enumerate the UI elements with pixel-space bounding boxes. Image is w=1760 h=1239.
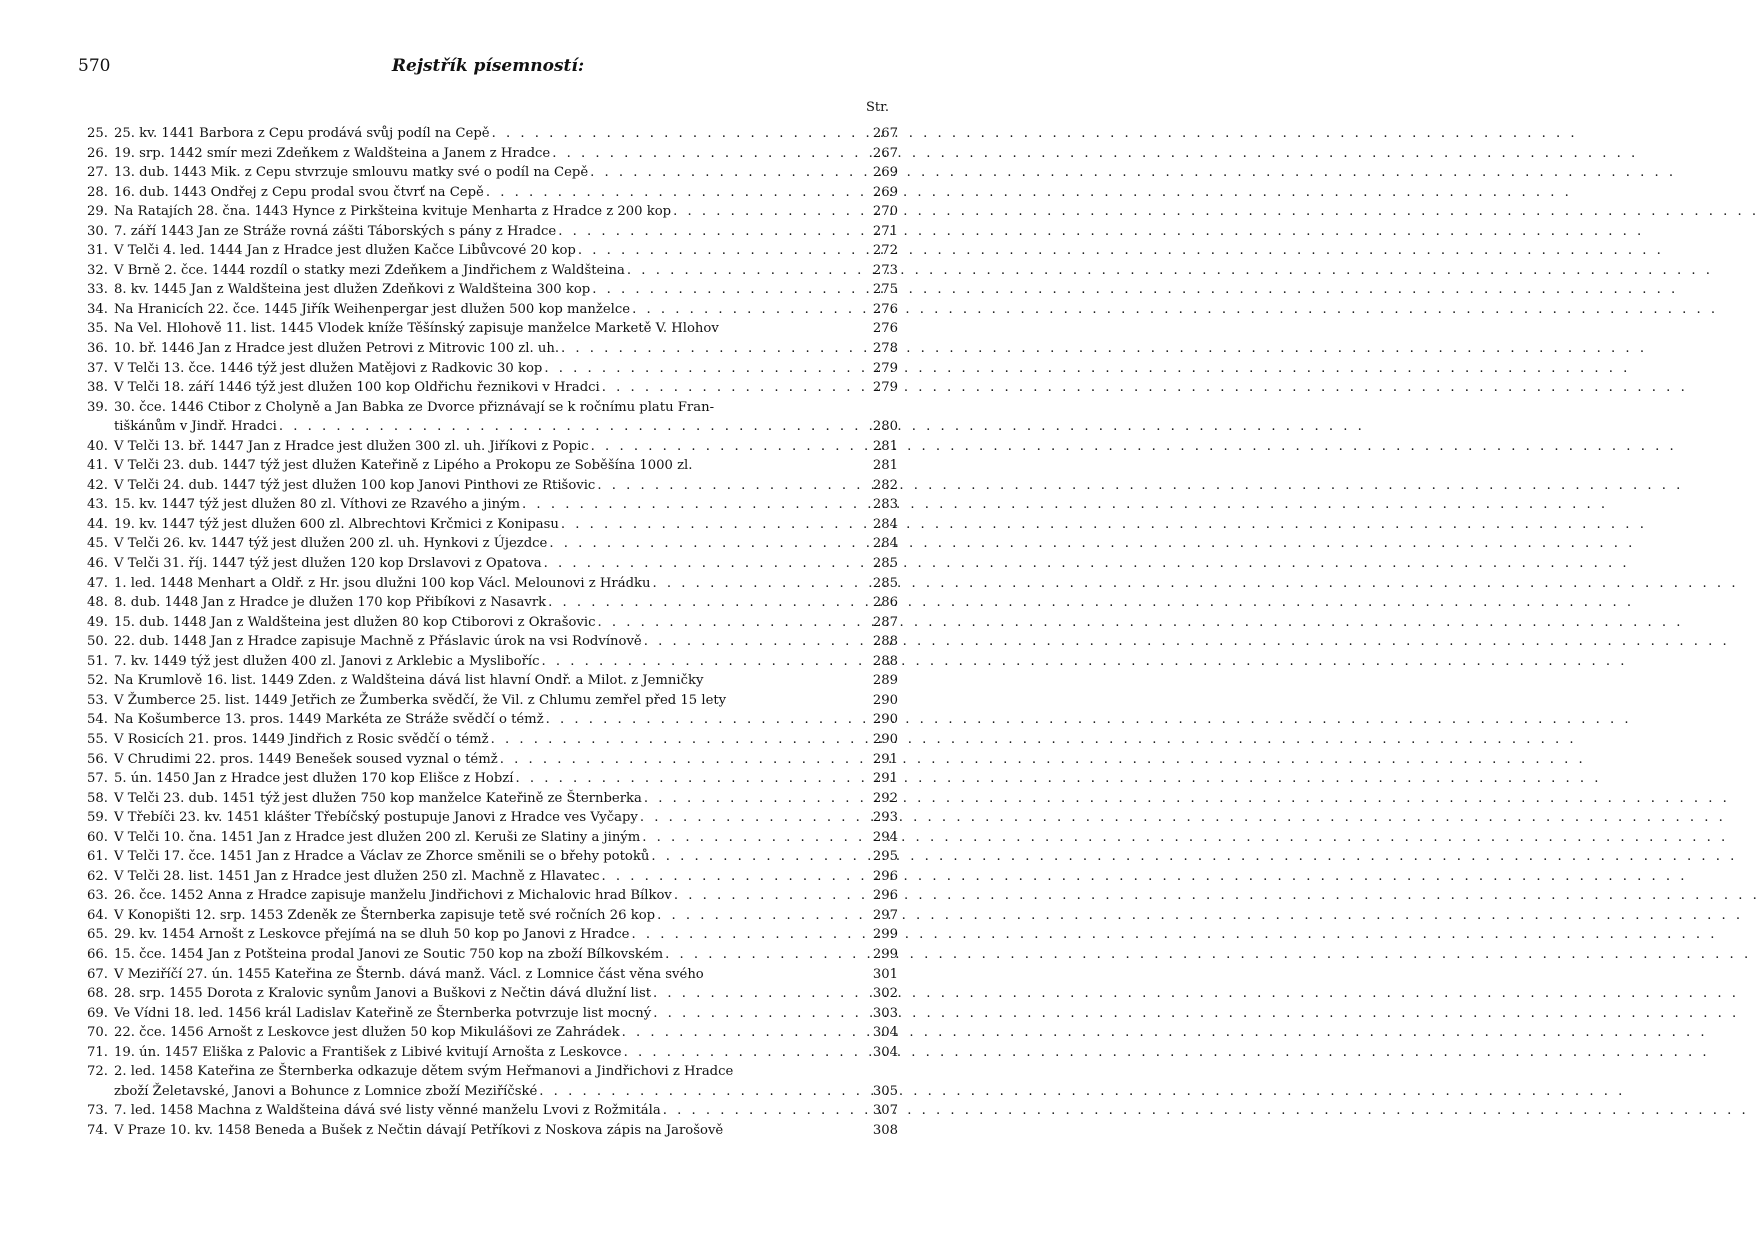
entry-text: 5. ún. 1450 Jan z Hradce jest dlužen 170 kop Elišce z Hobzí: [114, 771, 514, 787]
dot-leader: [653, 1004, 864, 1024]
entry-page-number: 267: [872, 126, 898, 141]
entry-text: 15. dub. 1448 Jan z Waldšteina jest dlužen 80 kop Ctiborovi z Okrašovic: [114, 614, 596, 630]
dot-leader: [663, 1101, 864, 1121]
document-index: [78, 124, 898, 1140]
index-entry: [78, 202, 898, 222]
entry-number: 25.: [87, 126, 108, 141]
index-entry: [78, 945, 898, 965]
index-entry: [78, 300, 898, 320]
entry-number: 52.: [87, 673, 108, 689]
entry-page-number: 294: [872, 829, 898, 845]
entry-number: 49.: [87, 614, 108, 630]
entry-number: 67.: [87, 966, 108, 982]
dot-leader: [653, 574, 864, 594]
entry-text: 7. led. 1458 Machna z Waldšteina dává své listy věnné manželu Lvovi z Rožmitála: [114, 1103, 661, 1119]
entry-page-number: 290: [872, 692, 898, 708]
entry-text: 13. dub. 1443 Mik. z Cepu stvrzuje smlouvu matky své o podíl na Cepě: [114, 165, 589, 181]
entry-text: 2. led. 1458 Kateřina ze Šternberka odkazuje dětem svým Heřmanovi a Jindřichovi z Hradce: [114, 1064, 734, 1080]
index-entry: [78, 730, 898, 750]
entry-number: 59.: [87, 810, 108, 826]
entry-number: 57.: [87, 771, 108, 787]
dot-leader: [515, 769, 864, 789]
entry-page-number: 297: [872, 907, 898, 923]
entry-text: 15. čce. 1454 Jan z Potšteina prodal Janovi ze Soutic 750 kop na zboží Bílkovském: [114, 946, 664, 962]
entry-text: 1. led. 1448 Menhart a Oldř. z Hr. jsou dlužni 100 kop Václ. Melounovi z Hrádku: [114, 575, 651, 591]
entry-page-number: 291: [872, 771, 898, 787]
entry-number: 38.: [87, 380, 108, 396]
dot-leader: [561, 515, 864, 535]
entry-text: Na Vel. Hlohově 11. list. 1445 Vlodek kníže Těšínský zapisuje manželce Marketě V. Hlohov: [114, 321, 719, 337]
index-entry: [78, 1062, 898, 1101]
entry-number: 36.: [87, 341, 108, 357]
entry-number: 27.: [87, 165, 108, 181]
entry-number: 31.: [87, 243, 108, 259]
entry-page-number: 289: [872, 673, 898, 689]
dot-leader: [500, 750, 864, 770]
dot-leader: [622, 1023, 864, 1043]
entry-page-number: 281: [872, 458, 898, 474]
index-entry: [78, 769, 898, 789]
index-entry: [78, 398, 898, 437]
index-entry: [78, 691, 898, 711]
entry-page-number: 280: [872, 419, 898, 435]
entry-text: V Chrudimi 22. pros. 1449 Benešek soused vyznal o témž: [114, 751, 498, 767]
dot-leader: [542, 652, 865, 672]
entry-page-number: 302: [872, 986, 898, 1002]
entry-text: 22. dub. 1448 Jan z Hradce zapisuje Machně z Přáslavic úrok na vsi Rodvínově: [114, 634, 642, 650]
entry-text-continuation: zboží Želetavské, Janovi a Bohunce z Lomnice zboží Meziříčské: [114, 1083, 538, 1099]
entry-number: 35.: [87, 321, 108, 337]
index-entry: [78, 534, 898, 554]
entry-number: 33.: [87, 282, 108, 298]
dot-leader: [544, 554, 864, 574]
dot-leader: [548, 593, 864, 613]
entry-page-number: 285: [872, 575, 898, 591]
entry-page-number: 291: [872, 751, 898, 767]
entry-number: 51.: [87, 653, 108, 669]
entry-number: 46.: [87, 556, 108, 572]
entry-text: V Telči 28. list. 1451 Jan z Hradce jest dlužen 250 zl. Machně z Hlavatec: [114, 868, 600, 884]
index-entry: [78, 847, 898, 867]
entry-page-number: 301: [872, 966, 898, 982]
entry-text: V Telči 24. dub. 1447 týž jest dlužen 100 kop Janovi Pinthovi ze Rtišovic: [114, 477, 596, 493]
dot-leader: [561, 339, 864, 359]
entry-page-number: 276: [872, 321, 898, 337]
page-number: 570: [78, 56, 111, 76]
index-entry: [78, 886, 898, 906]
entry-number: 69.: [87, 1005, 108, 1021]
index-entry: [78, 632, 898, 652]
entry-number: 54.: [87, 712, 108, 728]
entry-page-number: 279: [872, 360, 898, 376]
entry-number: 68.: [87, 986, 108, 1002]
dot-leader: [657, 906, 864, 926]
entry-page-number: 288: [872, 634, 898, 650]
entry-page-number: 285: [872, 556, 898, 572]
entry-number: 66.: [87, 946, 108, 962]
entry-text: V Meziříčí 27. ún. 1455 Kateřina ze Šternb. dává manž. Václ. z Lomnice část věna svého: [114, 966, 704, 982]
entry-page-number: 269: [872, 184, 898, 200]
entry-number: 50.: [87, 634, 108, 650]
entry-number: 42.: [87, 477, 108, 493]
entry-text: V Telči 4. led. 1444 Jan z Hradce jest dlužen Kačce Libůvcové 20 kop: [114, 243, 576, 259]
entry-number: 62.: [87, 868, 108, 884]
entry-page-number: 304: [872, 1044, 898, 1060]
entry-page-number: 271: [872, 223, 898, 239]
entry-page-number: 287: [872, 614, 898, 630]
entry-text: 8. kv. 1445 Jan z Waldšteina jest dlužen Zdeňkovi z Waldšteina 300 kop: [114, 282, 591, 298]
index-entry: [78, 261, 898, 281]
entry-page-number: 292: [872, 790, 898, 806]
entry-text: 15. kv. 1447 týž jest dlužen 80 zl. Víthovi ze Rzavého a jiným: [114, 497, 521, 513]
index-entry: [78, 437, 898, 457]
entry-text: 30. čce. 1446 Ctibor z Cholyně a Jan Babka ze Dvorce přiznávají se k ročnímu platu Fran-: [114, 399, 715, 415]
entry-text: Na Hranicích 22. čce. 1445 Jiřík Weihenpergar jest dlužen 500 kop manželce: [114, 301, 631, 317]
index-entry: [78, 574, 898, 594]
entry-number: 30.: [87, 223, 108, 239]
entry-page-number: 267: [872, 145, 898, 161]
index-entry: [78, 1043, 898, 1063]
index-entry: [78, 750, 898, 770]
dot-leader: [627, 261, 864, 281]
dot-leader: [653, 984, 864, 1004]
entry-page-number: 283: [872, 497, 898, 513]
entry-text: V Třebíči 23. kv. 1451 klášter Třebíčský postupuje Janovi z Hradce ves Vyčapy: [114, 810, 638, 826]
entry-number: 29.: [87, 204, 108, 220]
entry-text: V Brně 2. čce. 1444 rozdíl o statky mezi Zdeňkem a Jindřichem z Waldšteina: [114, 262, 625, 278]
entry-text: 7. září 1443 Jan ze Stráže rovná zášti Táborských s pány z Hradce: [114, 223, 557, 239]
entry-number: 53.: [87, 692, 108, 708]
entry-number: 63.: [87, 888, 108, 904]
index-entry: [78, 515, 898, 535]
dot-leader: [624, 1043, 864, 1063]
entry-text: 7. kv. 1449 týž jest dlužen 400 zl. Janovi z Arklebic a Mysliboříc: [114, 653, 540, 669]
dot-leader: [558, 222, 864, 242]
entry-text-continuation: tiškánům v Jindř. Hradci: [114, 419, 277, 435]
index-entry: [78, 319, 898, 339]
entry-page-number: 272: [872, 243, 898, 259]
dot-leader: [673, 202, 864, 222]
dot-leader: [651, 847, 864, 867]
dot-leader: [644, 789, 864, 809]
entry-text: V Telči 26. kv. 1447 týž jest dlužen 200 zl. uh. Hynkovi z Újezdce: [114, 536, 548, 552]
entry-text: V Telči 23. dub. 1447 týž jest dlužen Kateřině z Lipého a Prokopu ze Soběšína 1000 zl.: [114, 458, 693, 474]
entry-text: V Telči 13. čce. 1446 týž jest dlužen Matějovi z Radkovic 30 kop: [114, 360, 543, 376]
entry-text: 26. čce. 1452 Anna z Hradce zapisuje manželu Jindřichovi z Michalovic hrad Bílkov: [114, 888, 672, 904]
index-entry: [78, 593, 898, 613]
index-entry: [78, 144, 898, 164]
index-entry: [78, 163, 898, 183]
entry-page-number: 299: [872, 946, 898, 962]
entry-page-number: 273: [872, 262, 898, 278]
entry-text: V Telči 10. čna. 1451 Jan z Hradce jest dlužen 200 zl. Keruši ze Slatiny a jiným: [114, 829, 641, 845]
entry-text: 19. kv. 1447 týž jest dlužen 600 zl. Albrechtovi Krčmici z Konipasu: [114, 516, 559, 532]
entry-number: 32.: [87, 262, 108, 278]
running-title: Rejstřík písemností:: [391, 56, 585, 76]
entry-number: 45.: [87, 536, 108, 552]
dot-leader: [601, 867, 864, 887]
entry-number: 58.: [87, 790, 108, 806]
entry-number: 60.: [87, 829, 108, 845]
entry-page-number: 282: [872, 477, 898, 493]
entry-page-number: 296: [872, 868, 898, 884]
entry-text: 25. kv. 1441 Barbora z Cepu prodává svůj podíl na Cepě: [114, 126, 490, 141]
index-entry: [78, 456, 898, 476]
dot-leader: [597, 476, 864, 496]
entry-text: Na Krumlově 16. list. 1449 Zden. z Waldšteina dává list hlavní Ondř. a Milot. z Jemničky: [114, 673, 704, 689]
entry-text: V Telči 23. dub. 1451 týž jest dlužen 750 kop manželce Kateřině ze Šternberka: [114, 790, 642, 806]
entry-text: V Telči 31. říj. 1447 týž jest dlužen 120 kop Drslavovi z Opatova: [114, 556, 542, 572]
dot-leader: [552, 144, 864, 164]
entry-text: 16. dub. 1443 Ondřej z Cepu prodal svou čtvrť na Cepě: [114, 184, 484, 200]
entry-page-number: 290: [872, 712, 898, 728]
entry-page-number: 276: [872, 301, 898, 317]
entry-text: Na Ratajích 28. čna. 1443 Hynce z Pirkšteina kvituje Menharta z Hradce z 200 kop: [114, 204, 672, 220]
entry-text: V Praze 10. kv. 1458 Beneda a Bušek z Nečtin dávají Petříkovi z Noskova zápis na Jarošově: [114, 1122, 724, 1138]
entry-page-number: 308: [872, 1122, 898, 1138]
dot-leader: [544, 359, 864, 379]
entry-text: Na Košumberce 13. pros. 1449 Markéta ze Stráže svědčí o témž: [114, 712, 544, 728]
dot-leader: [602, 378, 864, 398]
entry-page-number: 307: [872, 1103, 898, 1119]
entry-page-number: 284: [872, 516, 898, 532]
dot-leader: [597, 613, 864, 633]
dot-leader: [644, 632, 864, 652]
entry-number: 56.: [87, 751, 108, 767]
entry-number: 40.: [87, 438, 108, 454]
index-entry: [78, 222, 898, 242]
entry-number: 43.: [87, 497, 108, 513]
index-entry: [78, 925, 898, 945]
entry-number: 72.: [87, 1064, 108, 1080]
dot-leader: [491, 730, 864, 750]
dot-leader: [539, 1082, 864, 1102]
entry-page-number: 270: [872, 204, 898, 220]
index-entry: [78, 554, 898, 574]
entry-text: V Rosicích 21. pros. 1449 Jindřich z Rosic svědčí o témž: [114, 731, 489, 747]
index-entry: [78, 808, 898, 828]
entry-number: 48.: [87, 595, 108, 611]
entry-page-number: 281: [872, 438, 898, 454]
entry-page-number: 295: [872, 849, 898, 865]
index-entry: [78, 906, 898, 926]
entry-text: Ve Vídni 18. led. 1456 král Ladislav Kateřině ze Šternberka potvrzuje list mocný: [114, 1005, 652, 1021]
entry-number: 44.: [87, 516, 108, 532]
entry-page-number: 303: [872, 1005, 898, 1021]
entry-text: V Žumberce 25. list. 1449 Jetřich ze Žumberka svědčí, že Vil. z Chlumu zemřel před 15 lety: [114, 692, 727, 708]
dot-leader: [522, 495, 864, 515]
dot-leader: [632, 300, 864, 320]
index-entry: [78, 280, 898, 300]
dot-leader: [674, 886, 864, 906]
entry-number: 74.: [87, 1122, 108, 1138]
index-entry: [78, 828, 898, 848]
entry-page-number: 275: [872, 282, 898, 298]
dot-leader: [279, 417, 864, 437]
entry-number: 61.: [87, 849, 108, 865]
entry-number: 64.: [87, 907, 108, 923]
entry-text: V Telči 13. bř. 1447 Jan z Hradce jest dlužen 300 zl. uh. Jiříkovi z Popic: [114, 438, 589, 454]
index-entry: [78, 1023, 898, 1043]
entry-text: 10. bř. 1446 Jan z Hradce jest dlužen Petrovi z Mitrovic 100 zl. uh.: [114, 341, 560, 357]
entry-number: 28.: [87, 184, 108, 200]
entry-page-number: 290: [872, 731, 898, 747]
dot-leader: [631, 925, 864, 945]
index-entry: [78, 495, 898, 515]
dot-leader: [546, 710, 864, 730]
entry-page-number: 279: [872, 380, 898, 396]
index-entry: [78, 1101, 898, 1121]
entry-text: 19. ún. 1457 Eliška z Palovic a František z Libivé kvitují Arnošta z Leskovce: [114, 1044, 622, 1060]
index-entry: [78, 671, 898, 691]
entry-page-number: 284: [872, 536, 898, 552]
entry-text: V Telči 18. září 1446 týž jest dlužen 100 kop Oldřichu řeznikovi v Hradci: [114, 380, 600, 396]
index-entry: [78, 359, 898, 379]
entry-page-number: 286: [872, 595, 898, 611]
index-entry: [78, 339, 898, 359]
entry-number: 73.: [87, 1103, 108, 1119]
index-entry: [78, 241, 898, 261]
entry-number: 65.: [87, 927, 108, 943]
entry-text: 29. kv. 1454 Arnošt z Leskovce přejímá na se dluh 50 kop po Janovi z Hradce: [114, 927, 630, 943]
entry-number: 55.: [87, 731, 108, 747]
entry-number: 26.: [87, 145, 108, 161]
dot-leader: [642, 828, 864, 848]
entry-number: 39.: [87, 399, 108, 415]
index-entry: [78, 867, 898, 887]
entry-page-number: 299: [872, 927, 898, 943]
dot-leader: [486, 183, 864, 203]
dot-leader: [492, 124, 864, 144]
entry-number: 70.: [87, 1025, 108, 1041]
index-entry: [78, 1004, 898, 1024]
index-entry: [78, 183, 898, 203]
index-entry: [78, 378, 898, 398]
entry-number: 34.: [87, 301, 108, 317]
entry-page-number: 296: [872, 888, 898, 904]
entry-page-number: 288: [872, 653, 898, 669]
entry-text: 8. dub. 1448 Jan z Hradce je dlužen 170 kop Přibíkovi z Nasavrk: [114, 595, 547, 611]
index-entry: [78, 965, 898, 985]
index-entry: [78, 476, 898, 496]
dot-leader: [549, 534, 864, 554]
index-entry: [78, 652, 898, 672]
dot-leader: [578, 241, 864, 261]
entry-number: 37.: [87, 360, 108, 376]
dot-leader: [591, 437, 864, 457]
entry-page-number: 304: [872, 1025, 898, 1041]
index-entry: [78, 124, 898, 144]
entry-page-number: 278: [872, 341, 898, 357]
entry-text: V Telči 17. čce. 1451 Jan z Hradce a Václav ze Zhorce směnili se o břehy potoků: [114, 849, 650, 865]
entry-text: 22. čce. 1456 Arnošt z Leskovce jest dlužen 50 kop Mikulášovi ze Zahrádek: [114, 1025, 620, 1041]
entry-text: V Konopišti 12. srp. 1453 Zdeněk ze Šternberka zapisuje tetě své ročních 26 kop: [114, 907, 656, 923]
page-header: [78, 56, 898, 82]
index-entry: [78, 789, 898, 809]
entry-page-number: 293: [872, 810, 898, 826]
index-entry: [78, 1121, 898, 1141]
entry-number: 71.: [87, 1044, 108, 1060]
entry-number: 41.: [87, 458, 108, 474]
index-entry: [78, 984, 898, 1004]
entry-text: 28. srp. 1455 Dorota z Kralovic synům Janovi a Buškovi z Nečtin dává dlužní list: [114, 986, 652, 1002]
page-column-label: Str.: [866, 100, 890, 115]
index-entry: [78, 710, 898, 730]
dot-leader: [590, 163, 864, 183]
entry-text: 19. srp. 1442 smír mezi Zdeňkem z Waldšteina a Janem z Hradce: [114, 145, 551, 161]
dot-leader: [640, 808, 864, 828]
entry-page-number: 269: [872, 165, 898, 181]
dot-leader: [665, 945, 864, 965]
entry-page-number: 305: [872, 1083, 898, 1099]
dot-leader: [592, 280, 864, 300]
entry-number: 47.: [87, 575, 108, 591]
index-entry: [78, 613, 898, 633]
